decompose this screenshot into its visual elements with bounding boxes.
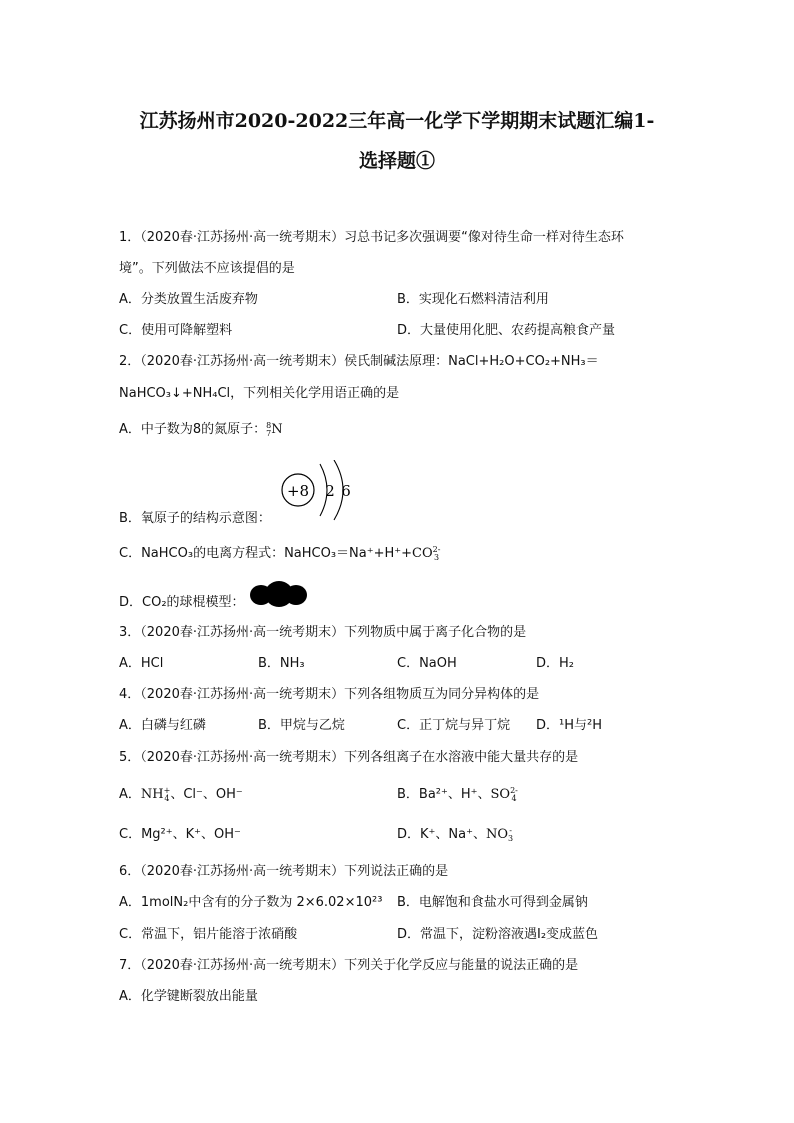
q3-option-c: C．NaOH bbox=[397, 656, 457, 671]
q4-option-d: D．¹H与²H bbox=[536, 718, 602, 733]
q6-stem: 6．（2020春·江苏扬州·高一统考期末）下列说法正确的是 bbox=[119, 864, 449, 879]
q6-option-a: A．1molN₂中含有的分子数为 2×6.02×10²³ bbox=[119, 895, 383, 910]
carbonate-ion-charge: 2- 3 bbox=[432, 544, 441, 562]
q2-option-a-label: A．中子数为8的氮原子： bbox=[119, 422, 267, 437]
carbonate-ion: CO bbox=[412, 546, 433, 561]
q6-option-d: D．常温下，淀粉溶液遇I₂变成蓝色 bbox=[397, 927, 599, 942]
q2-option-a bbox=[119, 421, 283, 439]
q2-stem-line1: 2．（2020春·江苏扬州·高一统考期末）侯氏制碱法原理：NaCl+H₂O+CO₂+NH₃＝ bbox=[119, 354, 599, 369]
sulfate-ion: SO bbox=[490, 787, 511, 802]
q2-option-d: D．CO₂的球棍模型： bbox=[119, 595, 245, 610]
q1-option-d: D．大量使用化肥、农药提高粮食产量 bbox=[397, 323, 616, 338]
q7-stem: 7．（2020春·江苏扬州·高一统考期末）下列关于化学反应与能量的说法正确的是 bbox=[119, 958, 579, 973]
q2-option-b: B．氧原子的结构示意图： bbox=[119, 511, 271, 526]
q4-option-c: C．正丁烷与异丁烷 bbox=[397, 718, 511, 733]
q1-option-a: A．分类放置生活废弃物 bbox=[119, 292, 258, 307]
q3-stem: 3．（2020春·江苏扬州·高一统考期末）下列物质中属于离子化合物的是 bbox=[119, 625, 527, 640]
q1-stem-line1: 1．（2020春·江苏扬州·高一统考期末）习总书记多次强调要“像对待生命一样对待生态环 bbox=[119, 230, 624, 245]
q1-option-c: C．使用可降解塑料 bbox=[119, 323, 233, 338]
q6-option-c: C．常温下，铝片能溶于浓硝酸 bbox=[119, 927, 298, 942]
q5-option-a: A．NH+ 4、Cl⁻、OH⁻ bbox=[119, 785, 243, 803]
q5-option-c: C．Mg²⁺、K⁺、OH⁻ bbox=[119, 827, 241, 842]
ammonium-ion: NH bbox=[140, 787, 164, 802]
q3-option-b: B．NH₃ bbox=[258, 656, 305, 671]
q4-stem: 4．（2020春·江苏扬州·高一统考期末）下列各组物质互为同分异构体的是 bbox=[119, 687, 540, 702]
q5-stem: 5．（2020春·江苏扬州·高一统考期末）下列各组离子在水溶液中能大量共存的是 bbox=[119, 750, 579, 765]
nitrate-ion: NO bbox=[485, 827, 508, 842]
nucleus-charge: +8 bbox=[286, 482, 310, 500]
q3-option-a: A．HCl bbox=[119, 656, 164, 671]
nitrate-ion-charge: - 3 bbox=[508, 825, 514, 843]
shell1-electrons: 2 bbox=[325, 482, 335, 500]
sulfate-ion-charge: 2- 4 bbox=[510, 785, 518, 803]
ammonium-ion-charge: + 4 bbox=[163, 785, 171, 803]
nuclide-notation: 8 7 bbox=[266, 420, 272, 438]
q5-option-b: B．Ba²⁺、H⁺、SO2- 4 bbox=[397, 785, 518, 803]
q2-option-c-label: C．NaHCO₃的电离方程式：NaHCO₃＝Na⁺+H⁺+ bbox=[119, 546, 413, 561]
q1-stem-line2: 境”。下列做法不应该提倡的是 bbox=[119, 261, 295, 276]
shell2-electrons: 6 bbox=[341, 482, 351, 500]
q2-option-c bbox=[119, 545, 440, 563]
document-title-line1: 江苏扬州市2020-2022三年高一化学下学期期末试题汇编1- bbox=[139, 110, 655, 132]
q4-option-a: A．白磷与红磷 bbox=[119, 718, 206, 733]
oxygen-atom-structure-diagram bbox=[278, 460, 358, 524]
document-title-line2: 选择题① bbox=[358, 150, 435, 172]
q2-stem-line2: NaHCO₃↓+NH₄Cl，下列相关化学用语正确的是 bbox=[119, 386, 400, 401]
q3-option-d: D．H₂ bbox=[536, 656, 574, 671]
q7-option-a: A．化学键断裂放出能量 bbox=[119, 989, 258, 1004]
nuclide-symbol: N bbox=[271, 422, 283, 437]
q4-option-b: B．甲烷与乙烷 bbox=[258, 718, 345, 733]
q1-option-b: B．实现化石燃料清洁利用 bbox=[397, 292, 549, 307]
q5-option-d: D．K⁺、Na⁺、NO- 3 bbox=[397, 825, 514, 843]
q6-option-b: B．电解饱和食盐水可得到金属钠 bbox=[397, 895, 588, 910]
